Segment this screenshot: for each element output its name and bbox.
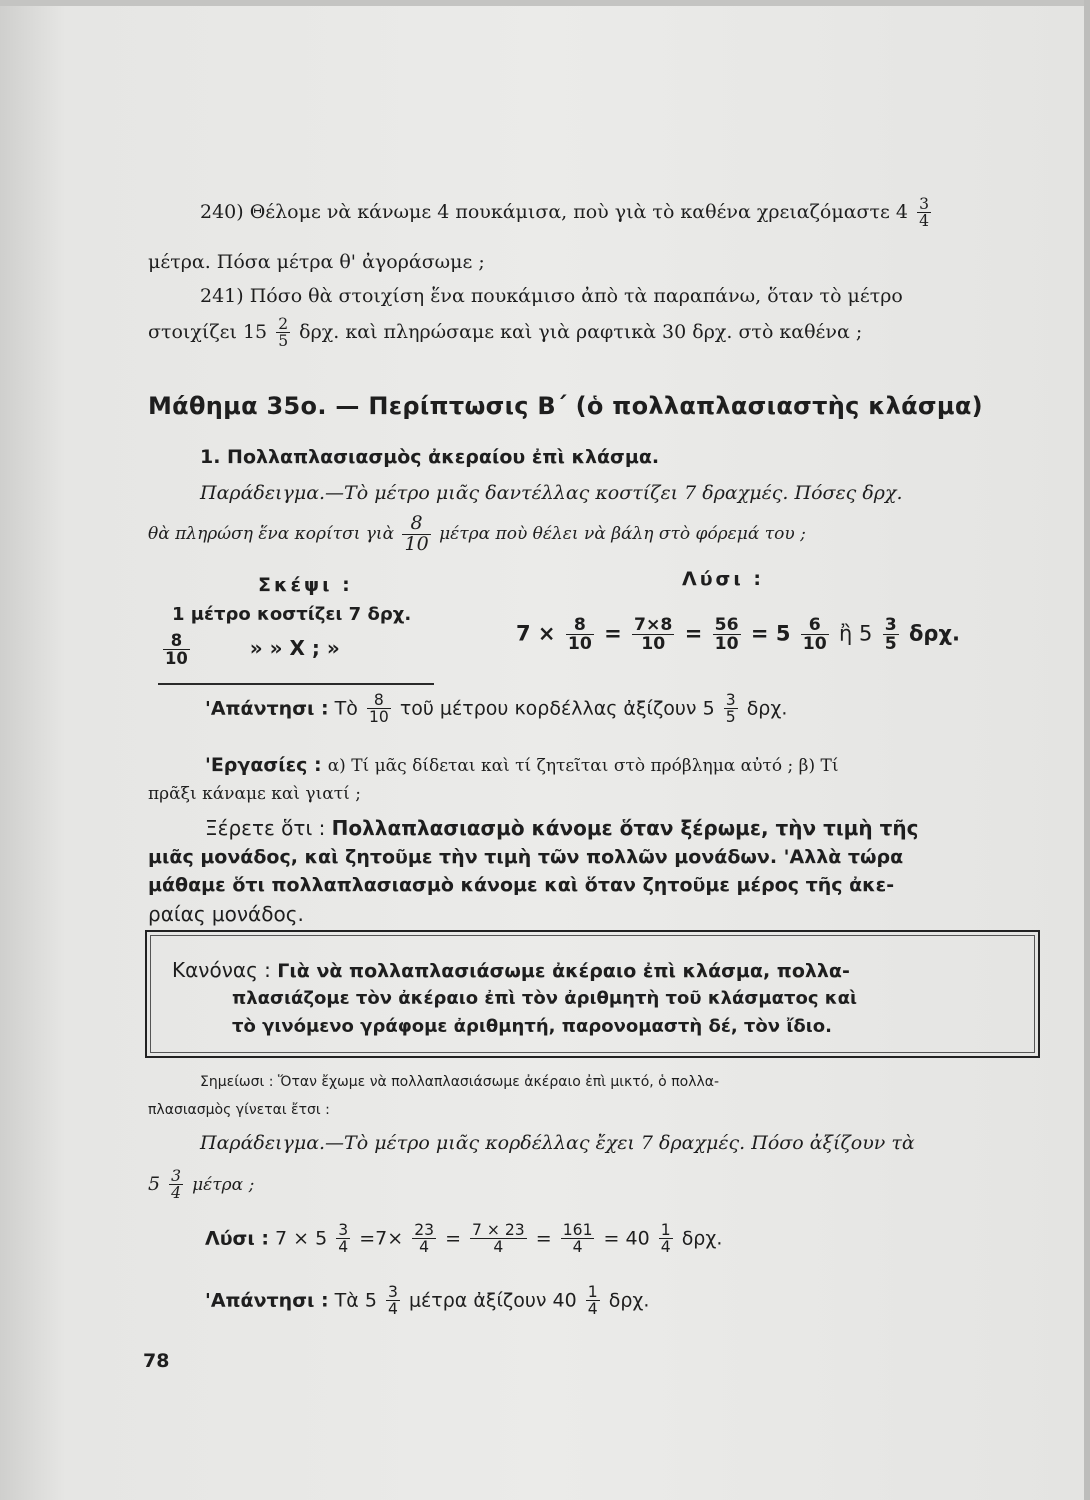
- solution-fraction-3: [713, 616, 741, 653]
- know-line-4: ραίας μονάδος.: [148, 902, 304, 926]
- solution-2-fraction-1: [336, 1222, 350, 1256]
- fraction-numerator: 2: [278, 315, 289, 333]
- fraction-numerator: 3: [387, 1283, 398, 1301]
- solution-2-text-a: 7 × 5: [275, 1227, 328, 1250]
- example-1-line-2: [148, 514, 806, 555]
- fraction-denominator: 4: [419, 1238, 430, 1257]
- fraction-denominator: 10: [714, 634, 739, 655]
- fraction-denominator: 10: [567, 634, 592, 655]
- answer-1-fraction-2: [724, 692, 738, 726]
- fraction-denominator: 4: [572, 1238, 583, 1257]
- thinking-ditto: » » Χ ; »: [249, 636, 340, 661]
- fraction-denominator: 4: [587, 1300, 598, 1319]
- rule-label: Κανόνας :: [172, 958, 271, 982]
- solution-2-fraction-4: [561, 1222, 595, 1256]
- fraction-numerator: 3: [338, 1221, 349, 1239]
- solution-2-fraction-3: [470, 1222, 527, 1256]
- know-label: Ξέρετε ὅτι :: [205, 816, 326, 840]
- fraction-denominator: 4: [171, 1184, 182, 1203]
- thinking-line-1: 1 μέτρο κοστίζει 7 δρχ.: [172, 604, 412, 625]
- example-1-text-a: θὰ πληρώση ἕνα κορίτσι γιὰ: [148, 523, 395, 544]
- know-line-1: [205, 816, 918, 840]
- answer-2-text-a: Τὰ 5: [334, 1289, 377, 1312]
- rule-line-3: τὸ γινόμενο γράφομε ἀριθμητή, παρονομαστὴ δέ, τὸν ἴδιο.: [232, 1016, 832, 1037]
- fraction-denominator: 4: [660, 1238, 671, 1257]
- solution-2: [205, 1222, 722, 1256]
- fraction-numerator: 1: [660, 1221, 671, 1239]
- fraction-denominator: 4: [387, 1300, 398, 1319]
- answer-1: [205, 692, 787, 726]
- solution-unit: δρχ.: [908, 621, 960, 646]
- problem-240: [200, 196, 934, 230]
- page-edge-right: [1084, 0, 1090, 1500]
- solution-fraction-1: [566, 616, 594, 653]
- answer-1-text-c: δρχ.: [746, 697, 788, 720]
- answer-1-fraction: [367, 692, 391, 726]
- equals-sign: =: [604, 621, 622, 646]
- rule-line-1: [172, 958, 850, 982]
- example-1-text-b: μέτρα ποὺ θέλει νὰ βάλη στὸ φόρεμά του ;: [439, 523, 806, 544]
- solution-fraction-4: [801, 616, 829, 653]
- lesson-subtitle: 1. Πολλαπλασιασμὸς ἀκεραίου ἐπὶ κλάσμα.: [200, 446, 660, 468]
- answer-2-fraction: [386, 1284, 400, 1318]
- equals-sign: =: [750, 621, 769, 646]
- tasks-text-1: α) Τί μᾶς δίδεται καὶ τί ζητεῖται στὸ πρόβλημα αὐτό ; β) Τί: [327, 756, 839, 776]
- solution-fraction-2: [632, 616, 674, 653]
- know-text-1: Πολλαπλασιασμὸ κάνομε ὅταν ξέρωμε, τὴν τιμὴ τῆς: [331, 816, 919, 840]
- fraction-numerator: 7 × 23: [472, 1221, 525, 1239]
- fraction-denominator: 4: [919, 212, 929, 231]
- lesson-title: Μάθημα 35ο. — Περίπτωσις Β΄ (ὁ πολλαπλασιαστὴς κλάσμα): [148, 392, 983, 420]
- page-number: 78: [143, 1350, 170, 1372]
- fraction-denominator: 10: [404, 532, 429, 555]
- answer-1-label: 'Απάντησι :: [205, 697, 329, 720]
- fraction-numerator: 3: [919, 195, 929, 213]
- thinking-header: Σκέψι :: [258, 574, 353, 596]
- answer-2-text-c: δρχ.: [608, 1289, 650, 1312]
- solution-fraction-5: [883, 616, 899, 653]
- fraction-denominator: 4: [493, 1238, 504, 1257]
- thinking-divider: [158, 683, 434, 685]
- problem-241-part-b: δρχ. καὶ πληρώσαμε καὶ γιὰ ραφτικὰ 30 δρχ. στὸ καθένα ;: [299, 320, 863, 343]
- tasks-line-1: [205, 754, 838, 776]
- fraction-numerator: 23: [414, 1221, 435, 1239]
- solution-lead: 7 ×: [516, 621, 556, 646]
- answer-2-label: 'Απάντησι :: [205, 1289, 329, 1312]
- note-line-1: Σημείωσι : Ὅταν ἔχωμε νὰ πολλαπλασιάσωμε ἀκέραιο ἐπὶ μικτό, ὁ πολλα-: [200, 1074, 720, 1090]
- fraction-numerator: 56: [714, 615, 739, 635]
- thinking-fraction: [163, 632, 190, 667]
- example-2-whole: 5: [148, 1172, 161, 1195]
- know-line-2: μιᾶς μονάδος, καὶ ζητοῦμε τὴν τιμὴ τῶν πολλῶν μονάδων. 'Αλλὰ τώρα: [148, 846, 904, 868]
- answer-1-text-a: Τὸ: [334, 697, 358, 720]
- solution-2-text-c: = 40: [603, 1227, 650, 1250]
- problem-241-continuation: [148, 316, 862, 350]
- page-edge-top: [0, 0, 1090, 6]
- fraction-numerator: 1: [587, 1283, 598, 1301]
- fraction-denominator: 10: [802, 634, 827, 655]
- fraction-denominator: 10: [368, 708, 389, 727]
- tasks-label: 'Εργασίες :: [205, 754, 322, 776]
- solution-2-text-b: =7×: [359, 1227, 404, 1250]
- problem-240-continuation: μέτρα. Πόσα μέτρα θ' ἀγοράσωμε ;: [148, 251, 485, 273]
- fraction-numerator: 161: [562, 1221, 593, 1239]
- thinking-line-2: [160, 632, 340, 667]
- solution-2-label: Λύσι :: [205, 1227, 269, 1250]
- problem-241: 241) Πόσο θὰ στοιχίση ἕνα πουκάμισο ἀπὸ τὰ παραπάνω, ὅταν τὸ μέτρο: [200, 285, 903, 307]
- problem-241-fraction: [276, 316, 290, 350]
- solution-whole: 5: [775, 621, 791, 646]
- answer-1-text-b: τοῦ μέτρου κορδέλλας ἀξίζουν 5: [399, 697, 715, 720]
- fraction-numerator: 7×8: [634, 615, 673, 635]
- equals-sign: =: [445, 1227, 461, 1250]
- solution-2-unit: δρχ.: [681, 1227, 723, 1250]
- rule-line-2: πλασιάζομε τὸν ἀκέραιο ἐπὶ τὸν ἀριθμητὴ τοῦ κλάσματος καὶ: [232, 988, 857, 1009]
- know-line-3: μάθαμε ὅτι πολλαπλασιασμὸ κάνομε καὶ ὅταν ζητοῦμε μέρος τῆς ἀκε-: [148, 874, 895, 896]
- answer-2-text-b: μέτρα ἀξίζουν 40: [408, 1289, 577, 1312]
- equals-sign: =: [535, 1227, 552, 1250]
- fraction-denominator: 4: [338, 1238, 349, 1257]
- example-1-fraction: [402, 514, 430, 555]
- tasks-line-2: πρᾶξι κάναμε καὶ γιατί ;: [148, 784, 361, 804]
- solution-or: ἢ 5: [839, 621, 873, 646]
- example-2-line-2: [148, 1168, 254, 1202]
- problem-240-fraction: [917, 196, 931, 230]
- example-2-line-1: Παράδειγμα.—Τὸ μέτρο μιᾶς κορδέλλας ἔχει 7 δραχμές. Πόσο ἀξίζουν τὰ: [200, 1132, 915, 1154]
- fraction-denominator: 10: [165, 649, 188, 669]
- fraction-denominator: 5: [725, 708, 736, 727]
- example-1-line-1: Παράδειγμα.—Τὸ μέτρο μιᾶς δαντέλλας κοστίζει 7 δραχμές. Πόσες δρχ.: [200, 482, 903, 504]
- fraction-numerator: 3: [725, 691, 736, 709]
- problem-240-text: 240) Θέλομε νὰ κάνωμε 4 πουκάμισα, ποὺ γιὰ τὸ καθένα χρειαζόμαστε 4: [200, 200, 909, 223]
- fraction-numerator: 8: [367, 692, 391, 709]
- fraction-numerator: 3: [171, 1167, 182, 1185]
- fraction-numerator: 8: [566, 616, 594, 635]
- fraction-numerator: 8: [402, 514, 430, 535]
- example-2-tail: μέτρα ;: [192, 1174, 255, 1195]
- problem-241-part-a: στοιχίζει 15: [148, 320, 268, 343]
- rule-text-1: Γιὰ νὰ πολλαπλασιάσωμε ἀκέραιο ἐπὶ κλάσμα, πολλα-: [277, 960, 850, 982]
- answer-2-fraction-2: [586, 1284, 600, 1318]
- solution-2-fraction-2: [412, 1222, 436, 1256]
- solution-1-equation: [516, 616, 960, 653]
- note-line-2: πλασιασμὸς γίνεται ἔτσι :: [148, 1102, 330, 1118]
- equals-sign: =: [684, 621, 703, 646]
- fraction-numerator: 3: [884, 615, 897, 635]
- fraction-denominator: 5: [278, 332, 289, 351]
- fraction-numerator: 6: [801, 616, 829, 635]
- fraction-denominator: 5: [884, 634, 897, 655]
- solution-header: Λύσι :: [682, 568, 764, 590]
- example-2-fraction: [169, 1168, 183, 1202]
- solution-2-fraction-5: [659, 1222, 673, 1256]
- answer-2: [205, 1284, 649, 1318]
- fraction-numerator: 8: [163, 632, 190, 650]
- fraction-denominator: 10: [641, 634, 666, 655]
